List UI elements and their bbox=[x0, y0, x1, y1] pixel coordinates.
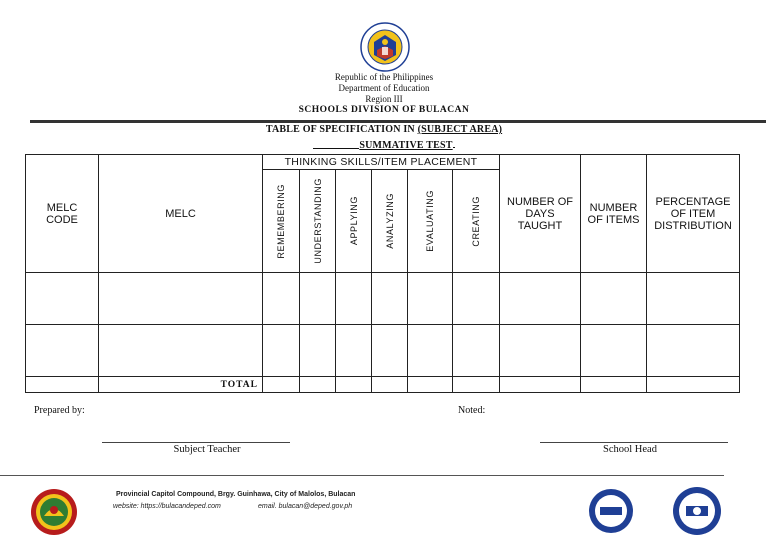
header-division: SCHOOLS DIVISION OF BULACAN bbox=[298, 105, 470, 115]
table-cell[interactable] bbox=[581, 377, 647, 393]
table-cell[interactable] bbox=[647, 325, 740, 377]
table-cell[interactable] bbox=[453, 325, 500, 377]
skill-analyzing-label: ANALYZING bbox=[384, 193, 395, 249]
table-cell[interactable] bbox=[500, 325, 581, 377]
table-cell[interactable] bbox=[26, 377, 99, 393]
footer-website[interactable] bbox=[113, 503, 221, 510]
total-row bbox=[26, 377, 740, 393]
skill-creating bbox=[453, 170, 500, 273]
skill-evaluating-label: EVALUATING bbox=[425, 190, 435, 252]
table-cell[interactable] bbox=[336, 377, 372, 393]
subject-teacher-label: Subject Teacher bbox=[173, 444, 241, 455]
skill-creating-label: CREATING bbox=[471, 195, 481, 247]
number-of-items-label: NUMBER OF ITEMS bbox=[587, 201, 640, 226]
table-cell[interactable] bbox=[453, 377, 500, 393]
percentage-label: PERCENTAGE OF ITEM DISTRIBUTION bbox=[654, 195, 732, 232]
footer-divider bbox=[0, 475, 724, 476]
bulacan-seal-icon bbox=[30, 488, 78, 536]
footer-address: Provincial Capitol Compound, Brgy. Guinhawa, City of Malolos, Bulacan bbox=[116, 491, 356, 498]
table-cell[interactable] bbox=[300, 273, 336, 325]
table-cell[interactable] bbox=[372, 377, 408, 393]
skill-understanding bbox=[300, 170, 336, 273]
document-title bbox=[0, 124, 768, 135]
skill-evaluating bbox=[408, 170, 453, 273]
document-subtitle bbox=[0, 140, 768, 151]
header-republic: Republic of the Philippines bbox=[334, 72, 434, 82]
table-row bbox=[26, 273, 740, 325]
header-divider bbox=[30, 120, 766, 123]
table-cell[interactable] bbox=[408, 377, 453, 393]
table-cell[interactable] bbox=[372, 273, 408, 325]
prepared-by-label: Prepared by: bbox=[34, 405, 85, 416]
table-cell[interactable] bbox=[263, 273, 300, 325]
table-cell[interactable] bbox=[263, 325, 300, 377]
table-cell[interactable] bbox=[300, 377, 336, 393]
skill-understanding-label: UNDERSTANDING bbox=[312, 178, 323, 264]
header-region: Region III bbox=[365, 94, 403, 104]
days-taught-label: NUMBER OF DAYS TAUGHT bbox=[507, 195, 573, 232]
table-cell[interactable] bbox=[408, 273, 453, 325]
teacher-signature-line[interactable] bbox=[102, 442, 290, 443]
table-cell[interactable] bbox=[336, 325, 372, 377]
skill-remembering bbox=[263, 170, 300, 273]
table-cell[interactable] bbox=[647, 377, 740, 393]
table-cell[interactable] bbox=[99, 325, 263, 377]
header-thinking-skills: THINKING SKILLS/ITEM PLACEMENT bbox=[263, 155, 500, 170]
footer-website-text: website: https://bulacandeped.com bbox=[113, 503, 221, 510]
table-cell[interactable] bbox=[26, 325, 99, 377]
school-head-label: School Head bbox=[603, 444, 657, 455]
header-days-taught bbox=[500, 155, 581, 273]
header-melc: MELC bbox=[99, 155, 263, 273]
title-prefix: TABLE OF SPECIFICATION IN bbox=[265, 124, 418, 135]
table-cell[interactable] bbox=[500, 377, 581, 393]
table-cell[interactable] bbox=[336, 273, 372, 325]
skill-remembering-label: REMEMBERING bbox=[276, 183, 286, 259]
header-number-of-items bbox=[581, 155, 647, 273]
skill-applying-label: APPLYING bbox=[348, 196, 359, 246]
footer-email[interactable] bbox=[258, 503, 352, 510]
table-cell[interactable] bbox=[372, 325, 408, 377]
table-cell[interactable] bbox=[99, 273, 263, 325]
table-cell[interactable] bbox=[581, 273, 647, 325]
footer-email-text: email. bulacan@deped.gov.ph bbox=[258, 503, 353, 510]
skill-analyzing bbox=[372, 170, 408, 273]
head-signature-line[interactable] bbox=[540, 442, 728, 443]
header-melc-code bbox=[26, 155, 99, 273]
certification-logo-icon bbox=[588, 488, 634, 534]
title-subject-area: (SUBJECT AREA) bbox=[417, 124, 503, 135]
total-label: TOTAL bbox=[99, 377, 263, 393]
melc-code-label: MELC CODE bbox=[46, 201, 78, 226]
table-cell[interactable] bbox=[263, 377, 300, 393]
header-percentage bbox=[647, 155, 740, 273]
noted-label: Noted: bbox=[458, 405, 486, 416]
table-cell[interactable] bbox=[500, 273, 581, 325]
subtitle-summative-test: SUMMATIVE TEST bbox=[359, 140, 453, 151]
table-cell[interactable] bbox=[453, 273, 500, 325]
skill-applying bbox=[336, 170, 372, 273]
table-cell[interactable] bbox=[26, 273, 99, 325]
table-cell[interactable] bbox=[581, 325, 647, 377]
table-row bbox=[26, 325, 740, 377]
header-department: Department of Education bbox=[338, 83, 430, 93]
table-cell[interactable] bbox=[647, 273, 740, 325]
table-cell[interactable] bbox=[408, 325, 453, 377]
quality-logo-icon bbox=[672, 486, 722, 536]
table-cell[interactable] bbox=[300, 325, 336, 377]
test-type-blank bbox=[313, 148, 359, 149]
table-of-specification bbox=[25, 154, 740, 393]
deped-seal-icon bbox=[360, 22, 410, 72]
